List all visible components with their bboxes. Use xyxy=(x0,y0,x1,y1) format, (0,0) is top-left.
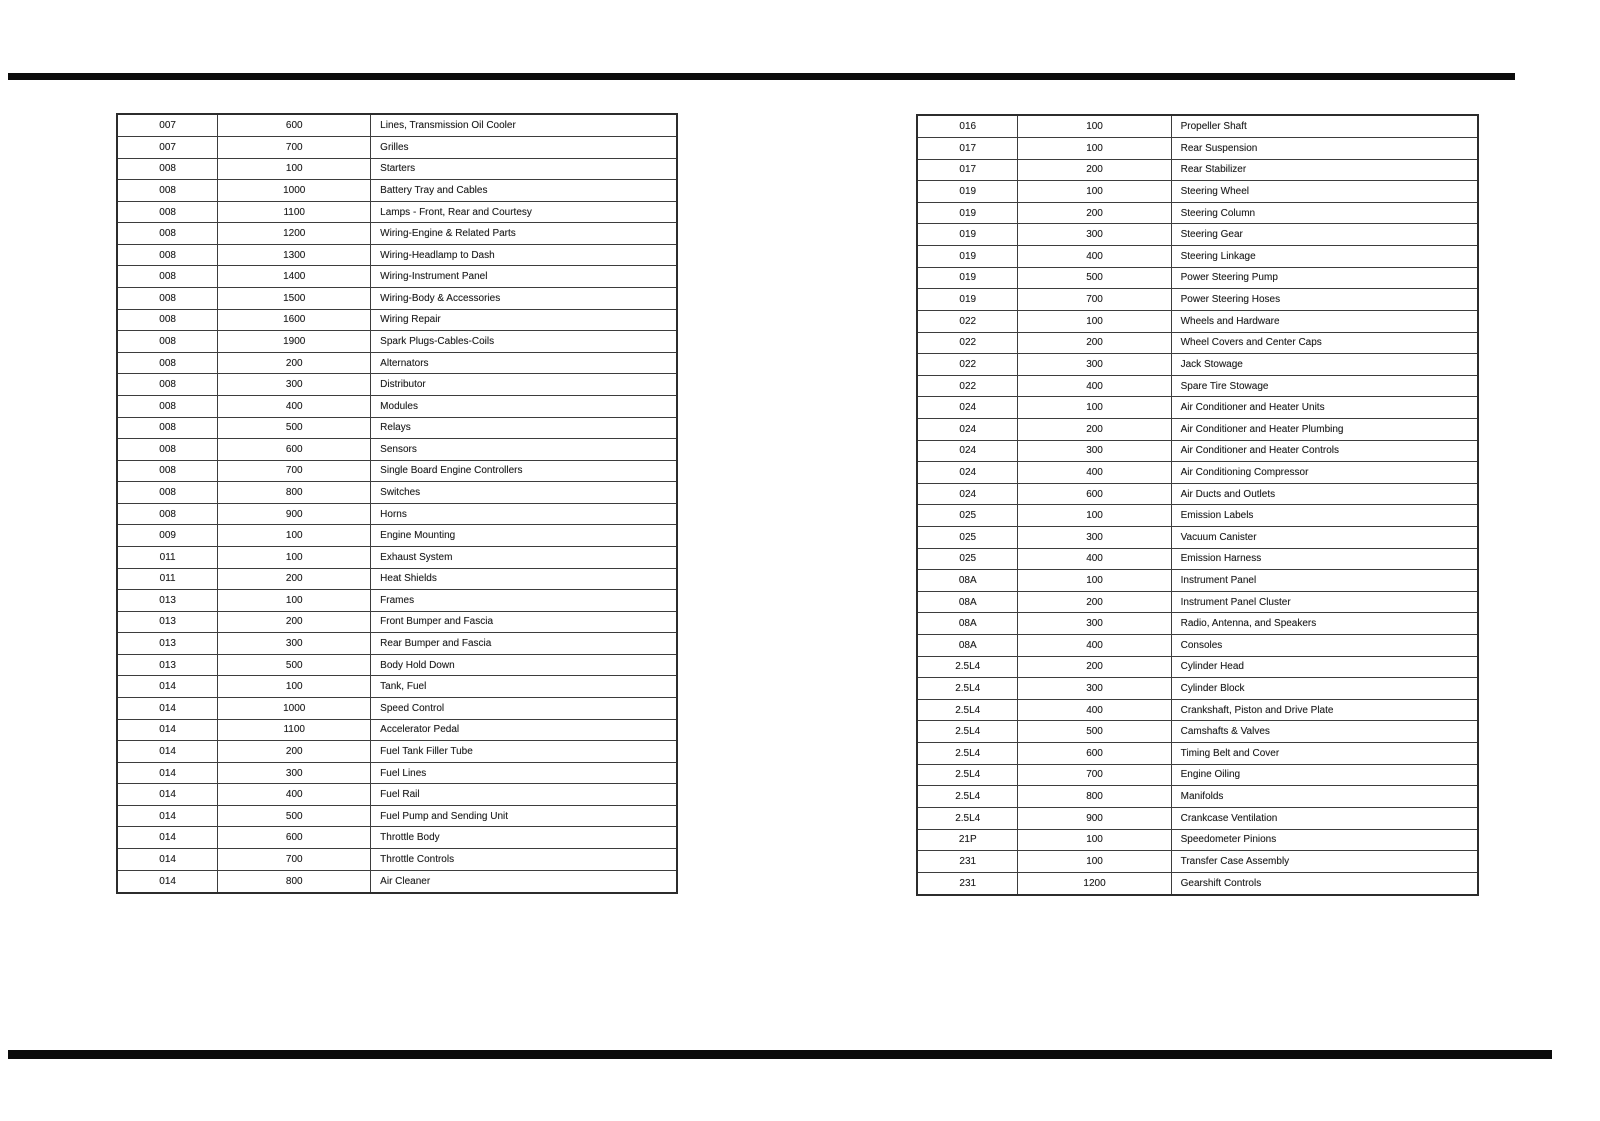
description-cell: Crankcase Ventilation xyxy=(1171,807,1478,829)
code-cell: 014 xyxy=(117,784,218,806)
group-number-cell: 700 xyxy=(1018,289,1171,311)
table-row xyxy=(917,289,1478,311)
code-cell: 019 xyxy=(917,246,1018,268)
code-cell: 21P xyxy=(917,829,1018,851)
group-number-cell: 400 xyxy=(1018,548,1171,570)
table-row xyxy=(117,784,677,806)
group-number-cell: 100 xyxy=(1018,505,1171,527)
code-cell: 008 xyxy=(117,180,218,202)
group-number-cell: 300 xyxy=(1018,526,1171,548)
code-cell: 013 xyxy=(117,654,218,676)
description-cell: Transfer Case Assembly xyxy=(1171,851,1478,873)
description-cell: Propeller Shaft xyxy=(1171,115,1478,138)
description-cell: Exhaust System xyxy=(371,546,677,568)
group-number-cell: 700 xyxy=(218,136,371,158)
group-number-cell: 400 xyxy=(218,395,371,417)
group-number-cell: 700 xyxy=(1018,764,1171,786)
description-cell: Cylinder Head xyxy=(1171,656,1478,678)
code-cell: 022 xyxy=(917,375,1018,397)
code-cell: 008 xyxy=(117,244,218,266)
code-cell: 008 xyxy=(117,417,218,439)
description-cell: Alternators xyxy=(371,352,677,374)
table-row xyxy=(917,635,1478,657)
group-number-cell: 1000 xyxy=(218,180,371,202)
code-cell: 024 xyxy=(917,483,1018,505)
group-number-cell: 1900 xyxy=(218,331,371,353)
group-number-cell: 300 xyxy=(1018,613,1171,635)
table-row xyxy=(917,159,1478,181)
table-row xyxy=(117,331,677,353)
table-row xyxy=(117,870,677,893)
code-cell: 008 xyxy=(117,439,218,461)
group-number-cell: 100 xyxy=(218,676,371,698)
code-cell: 019 xyxy=(917,224,1018,246)
table-row xyxy=(117,374,677,396)
table-row xyxy=(917,418,1478,440)
description-cell: Battery Tray and Cables xyxy=(371,180,677,202)
table-row xyxy=(917,526,1478,548)
code-cell: 022 xyxy=(917,310,1018,332)
description-cell: Air Ducts and Outlets xyxy=(1171,483,1478,505)
table-row xyxy=(117,266,677,288)
description-cell: Radio, Antenna, and Speakers xyxy=(1171,613,1478,635)
parts-table-right-body xyxy=(917,115,1478,895)
parts-table-left-body xyxy=(117,114,677,893)
table-row xyxy=(917,548,1478,570)
description-cell: Rear Bumper and Fascia xyxy=(371,633,677,655)
group-number-cell: 100 xyxy=(1018,181,1171,203)
code-cell: 2.5L4 xyxy=(917,678,1018,700)
group-number-cell: 500 xyxy=(218,805,371,827)
description-cell: Wiring-Instrument Panel xyxy=(371,266,677,288)
table-row xyxy=(917,505,1478,527)
description-cell: Air Conditioning Compressor xyxy=(1171,462,1478,484)
description-cell: Power Steering Hoses xyxy=(1171,289,1478,311)
group-number-cell: 1200 xyxy=(1018,872,1171,895)
parts-table-right xyxy=(916,114,1479,896)
description-cell: Throttle Controls xyxy=(371,849,677,871)
table-row xyxy=(917,375,1478,397)
code-cell: 08A xyxy=(917,591,1018,613)
group-number-cell: 300 xyxy=(218,633,371,655)
code-cell: 231 xyxy=(917,851,1018,873)
description-cell: Fuel Tank Filler Tube xyxy=(371,741,677,763)
code-cell: 011 xyxy=(117,546,218,568)
code-cell: 2.5L4 xyxy=(917,656,1018,678)
group-number-cell: 1500 xyxy=(218,288,371,310)
table-row xyxy=(917,246,1478,268)
group-number-cell: 1100 xyxy=(218,719,371,741)
description-cell: Emission Labels xyxy=(1171,505,1478,527)
code-cell: 022 xyxy=(917,332,1018,354)
description-cell: Steering Linkage xyxy=(1171,246,1478,268)
group-number-cell: 300 xyxy=(1018,354,1171,376)
group-number-cell: 1600 xyxy=(218,309,371,331)
description-cell: Tank, Fuel xyxy=(371,676,677,698)
table-row xyxy=(117,158,677,180)
table-row xyxy=(117,546,677,568)
table-row xyxy=(917,115,1478,138)
group-number-cell: 200 xyxy=(1018,591,1171,613)
group-number-cell: 800 xyxy=(218,870,371,893)
table-row xyxy=(917,570,1478,592)
group-number-cell: 800 xyxy=(218,482,371,504)
description-cell: Throttle Body xyxy=(371,827,677,849)
table-row xyxy=(117,719,677,741)
group-number-cell: 700 xyxy=(218,849,371,871)
code-cell: 007 xyxy=(117,114,218,136)
group-number-cell: 200 xyxy=(218,352,371,374)
table-row xyxy=(117,525,677,547)
description-cell: Steering Gear xyxy=(1171,224,1478,246)
table-row xyxy=(917,872,1478,895)
group-number-cell: 500 xyxy=(1018,267,1171,289)
description-cell: Speedometer Pinions xyxy=(1171,829,1478,851)
code-cell: 014 xyxy=(117,676,218,698)
group-number-cell: 1300 xyxy=(218,244,371,266)
table-row xyxy=(917,181,1478,203)
table-row xyxy=(117,288,677,310)
code-cell: 013 xyxy=(117,633,218,655)
description-cell: Accelerator Pedal xyxy=(371,719,677,741)
description-cell: Spark Plugs-Cables-Coils xyxy=(371,331,677,353)
table-row xyxy=(917,310,1478,332)
group-number-cell: 1000 xyxy=(218,698,371,720)
code-cell: 007 xyxy=(117,136,218,158)
description-cell: Steering Wheel xyxy=(1171,181,1478,203)
parts-table-left xyxy=(116,113,678,894)
description-cell: Front Bumper and Fascia xyxy=(371,611,677,633)
description-cell: Starters xyxy=(371,158,677,180)
table-row xyxy=(117,676,677,698)
code-cell: 008 xyxy=(117,482,218,504)
table-row xyxy=(117,136,677,158)
code-cell: 008 xyxy=(117,158,218,180)
table-row xyxy=(917,656,1478,678)
description-cell: Instrument Panel xyxy=(1171,570,1478,592)
group-number-cell: 300 xyxy=(218,762,371,784)
code-cell: 2.5L4 xyxy=(917,807,1018,829)
code-cell: 2.5L4 xyxy=(917,764,1018,786)
code-cell: 2.5L4 xyxy=(917,743,1018,765)
table-row xyxy=(917,613,1478,635)
table-row xyxy=(117,180,677,202)
code-cell: 231 xyxy=(917,872,1018,895)
code-cell: 014 xyxy=(117,870,218,893)
code-cell: 025 xyxy=(917,505,1018,527)
description-cell: Sensors xyxy=(371,439,677,461)
group-number-cell: 500 xyxy=(1018,721,1171,743)
description-cell: Gearshift Controls xyxy=(1171,872,1478,895)
description-cell: Camshafts & Valves xyxy=(1171,721,1478,743)
description-cell: Steering Column xyxy=(1171,202,1478,224)
table-row xyxy=(117,805,677,827)
code-cell: 014 xyxy=(117,849,218,871)
group-number-cell: 400 xyxy=(1018,635,1171,657)
description-cell: Power Steering Pump xyxy=(1171,267,1478,289)
code-cell: 2.5L4 xyxy=(917,786,1018,808)
description-cell: Jack Stowage xyxy=(1171,354,1478,376)
group-number-cell: 800 xyxy=(1018,786,1171,808)
group-number-cell: 100 xyxy=(1018,570,1171,592)
code-cell: 08A xyxy=(917,613,1018,635)
group-number-cell: 300 xyxy=(1018,224,1171,246)
code-cell: 008 xyxy=(117,288,218,310)
description-cell: Wheel Covers and Center Caps xyxy=(1171,332,1478,354)
table-row xyxy=(917,764,1478,786)
group-number-cell: 100 xyxy=(218,546,371,568)
group-number-cell: 400 xyxy=(1018,462,1171,484)
description-cell: Manifolds xyxy=(1171,786,1478,808)
table-row xyxy=(117,633,677,655)
group-number-cell: 300 xyxy=(1018,678,1171,700)
code-cell: 014 xyxy=(117,698,218,720)
code-cell: 014 xyxy=(117,762,218,784)
group-number-cell: 100 xyxy=(218,525,371,547)
table-row xyxy=(117,568,677,590)
description-cell: Vacuum Canister xyxy=(1171,526,1478,548)
description-cell: Cylinder Block xyxy=(1171,678,1478,700)
table-row xyxy=(917,851,1478,873)
description-cell: Lamps - Front, Rear and Courtesy xyxy=(371,201,677,223)
table-row xyxy=(917,721,1478,743)
code-cell: 008 xyxy=(117,374,218,396)
code-cell: 014 xyxy=(117,719,218,741)
table-row xyxy=(117,244,677,266)
code-cell: 008 xyxy=(117,331,218,353)
code-cell: 019 xyxy=(917,202,1018,224)
table-row xyxy=(917,699,1478,721)
bottom-rule xyxy=(8,1050,1552,1059)
description-cell: Wiring-Body & Accessories xyxy=(371,288,677,310)
description-cell: Body Hold Down xyxy=(371,654,677,676)
table-row xyxy=(917,462,1478,484)
table-row xyxy=(117,482,677,504)
group-number-cell: 1400 xyxy=(218,266,371,288)
description-cell: Wheels and Hardware xyxy=(1171,310,1478,332)
code-cell: 013 xyxy=(117,590,218,612)
table-row xyxy=(117,827,677,849)
table-row xyxy=(117,114,677,136)
table-row xyxy=(917,138,1478,160)
code-cell: 008 xyxy=(117,309,218,331)
code-cell: 017 xyxy=(917,138,1018,160)
description-cell: Timing Belt and Cover xyxy=(1171,743,1478,765)
group-number-cell: 600 xyxy=(218,827,371,849)
code-cell: 014 xyxy=(117,805,218,827)
description-cell: Engine Oiling xyxy=(1171,764,1478,786)
description-cell: Spare Tire Stowage xyxy=(1171,375,1478,397)
table-row xyxy=(117,741,677,763)
group-number-cell: 600 xyxy=(1018,483,1171,505)
description-cell: Rear Stabilizer xyxy=(1171,159,1478,181)
table-row xyxy=(117,590,677,612)
description-cell: Grilles xyxy=(371,136,677,158)
code-cell: 019 xyxy=(917,181,1018,203)
description-cell: Air Conditioner and Heater Units xyxy=(1171,397,1478,419)
table-row xyxy=(117,849,677,871)
description-cell: Heat Shields xyxy=(371,568,677,590)
description-cell: Crankshaft, Piston and Drive Plate xyxy=(1171,699,1478,721)
table-row xyxy=(117,309,677,331)
group-number-cell: 600 xyxy=(218,439,371,461)
table-row xyxy=(917,267,1478,289)
group-number-cell: 900 xyxy=(1018,807,1171,829)
group-number-cell: 200 xyxy=(218,611,371,633)
table-row xyxy=(917,786,1478,808)
group-number-cell: 500 xyxy=(218,654,371,676)
group-number-cell: 400 xyxy=(1018,699,1171,721)
code-cell: 024 xyxy=(917,462,1018,484)
group-number-cell: 100 xyxy=(1018,115,1171,138)
description-cell: Fuel Rail xyxy=(371,784,677,806)
table-row xyxy=(117,654,677,676)
table-row xyxy=(117,352,677,374)
table-row xyxy=(117,395,677,417)
code-cell: 008 xyxy=(117,395,218,417)
table-row xyxy=(117,611,677,633)
description-cell: Single Board Engine Controllers xyxy=(371,460,677,482)
table-row xyxy=(917,678,1478,700)
group-number-cell: 100 xyxy=(1018,851,1171,873)
group-number-cell: 1200 xyxy=(218,223,371,245)
code-cell: 2.5L4 xyxy=(917,721,1018,743)
description-cell: Rear Suspension xyxy=(1171,138,1478,160)
code-cell: 008 xyxy=(117,460,218,482)
table-row xyxy=(917,440,1478,462)
top-rule xyxy=(8,73,1515,80)
table-row xyxy=(917,354,1478,376)
table-row xyxy=(917,397,1478,419)
group-number-cell: 200 xyxy=(218,741,371,763)
description-cell: Air Conditioner and Heater Plumbing xyxy=(1171,418,1478,440)
table-row xyxy=(917,202,1478,224)
table-row xyxy=(117,503,677,525)
code-cell: 019 xyxy=(917,289,1018,311)
table-row xyxy=(117,201,677,223)
group-number-cell: 400 xyxy=(1018,375,1171,397)
table-row xyxy=(117,460,677,482)
code-cell: 2.5L4 xyxy=(917,699,1018,721)
group-number-cell: 100 xyxy=(1018,310,1171,332)
code-cell: 008 xyxy=(117,266,218,288)
code-cell: 08A xyxy=(917,635,1018,657)
code-cell: 025 xyxy=(917,548,1018,570)
table-row xyxy=(917,332,1478,354)
group-number-cell: 300 xyxy=(218,374,371,396)
table-row xyxy=(117,698,677,720)
code-cell: 009 xyxy=(117,525,218,547)
description-cell: Instrument Panel Cluster xyxy=(1171,591,1478,613)
code-cell: 022 xyxy=(917,354,1018,376)
description-cell: Emission Harness xyxy=(1171,548,1478,570)
group-number-cell: 200 xyxy=(1018,332,1171,354)
description-cell: Air Cleaner xyxy=(371,870,677,893)
description-cell: Modules xyxy=(371,395,677,417)
group-number-cell: 200 xyxy=(1018,656,1171,678)
group-number-cell: 100 xyxy=(218,590,371,612)
group-number-cell: 400 xyxy=(218,784,371,806)
group-number-cell: 100 xyxy=(1018,397,1171,419)
group-number-cell: 100 xyxy=(1018,138,1171,160)
group-number-cell: 900 xyxy=(218,503,371,525)
group-number-cell: 400 xyxy=(1018,246,1171,268)
table-row xyxy=(917,807,1478,829)
code-cell: 024 xyxy=(917,440,1018,462)
description-cell: Distributor xyxy=(371,374,677,396)
table-row xyxy=(917,591,1478,613)
description-cell: Relays xyxy=(371,417,677,439)
code-cell: 008 xyxy=(117,201,218,223)
description-cell: Frames xyxy=(371,590,677,612)
code-cell: 016 xyxy=(917,115,1018,138)
description-cell: Air Conditioner and Heater Controls xyxy=(1171,440,1478,462)
code-cell: 008 xyxy=(117,352,218,374)
code-cell: 08A xyxy=(917,570,1018,592)
group-number-cell: 600 xyxy=(218,114,371,136)
code-cell: 014 xyxy=(117,827,218,849)
table-row xyxy=(917,829,1478,851)
code-cell: 024 xyxy=(917,397,1018,419)
group-number-cell: 200 xyxy=(1018,159,1171,181)
group-number-cell: 500 xyxy=(218,417,371,439)
table-row xyxy=(917,743,1478,765)
description-cell: Fuel Pump and Sending Unit xyxy=(371,805,677,827)
table-row xyxy=(917,483,1478,505)
description-cell: Engine Mounting xyxy=(371,525,677,547)
group-number-cell: 300 xyxy=(1018,440,1171,462)
code-cell: 024 xyxy=(917,418,1018,440)
description-cell: Wiring-Engine & Related Parts xyxy=(371,223,677,245)
description-cell: Wiring Repair xyxy=(371,309,677,331)
group-number-cell: 200 xyxy=(218,568,371,590)
code-cell: 013 xyxy=(117,611,218,633)
code-cell: 011 xyxy=(117,568,218,590)
code-cell: 019 xyxy=(917,267,1018,289)
code-cell: 025 xyxy=(917,526,1018,548)
group-number-cell: 1100 xyxy=(218,201,371,223)
description-cell: Switches xyxy=(371,482,677,504)
code-cell: 008 xyxy=(117,223,218,245)
description-cell: Speed Control xyxy=(371,698,677,720)
table-row xyxy=(117,439,677,461)
group-number-cell: 200 xyxy=(1018,418,1171,440)
table-row xyxy=(917,224,1478,246)
table-row xyxy=(117,223,677,245)
description-cell: Lines, Transmission Oil Cooler xyxy=(371,114,677,136)
table-row xyxy=(117,417,677,439)
group-number-cell: 100 xyxy=(218,158,371,180)
code-cell: 008 xyxy=(117,503,218,525)
group-number-cell: 200 xyxy=(1018,202,1171,224)
code-cell: 014 xyxy=(117,741,218,763)
description-cell: Horns xyxy=(371,503,677,525)
code-cell: 017 xyxy=(917,159,1018,181)
group-number-cell: 700 xyxy=(218,460,371,482)
description-cell: Consoles xyxy=(1171,635,1478,657)
description-cell: Fuel Lines xyxy=(371,762,677,784)
group-number-cell: 600 xyxy=(1018,743,1171,765)
table-row xyxy=(117,762,677,784)
description-cell: Wiring-Headlamp to Dash xyxy=(371,244,677,266)
group-number-cell: 100 xyxy=(1018,829,1171,851)
